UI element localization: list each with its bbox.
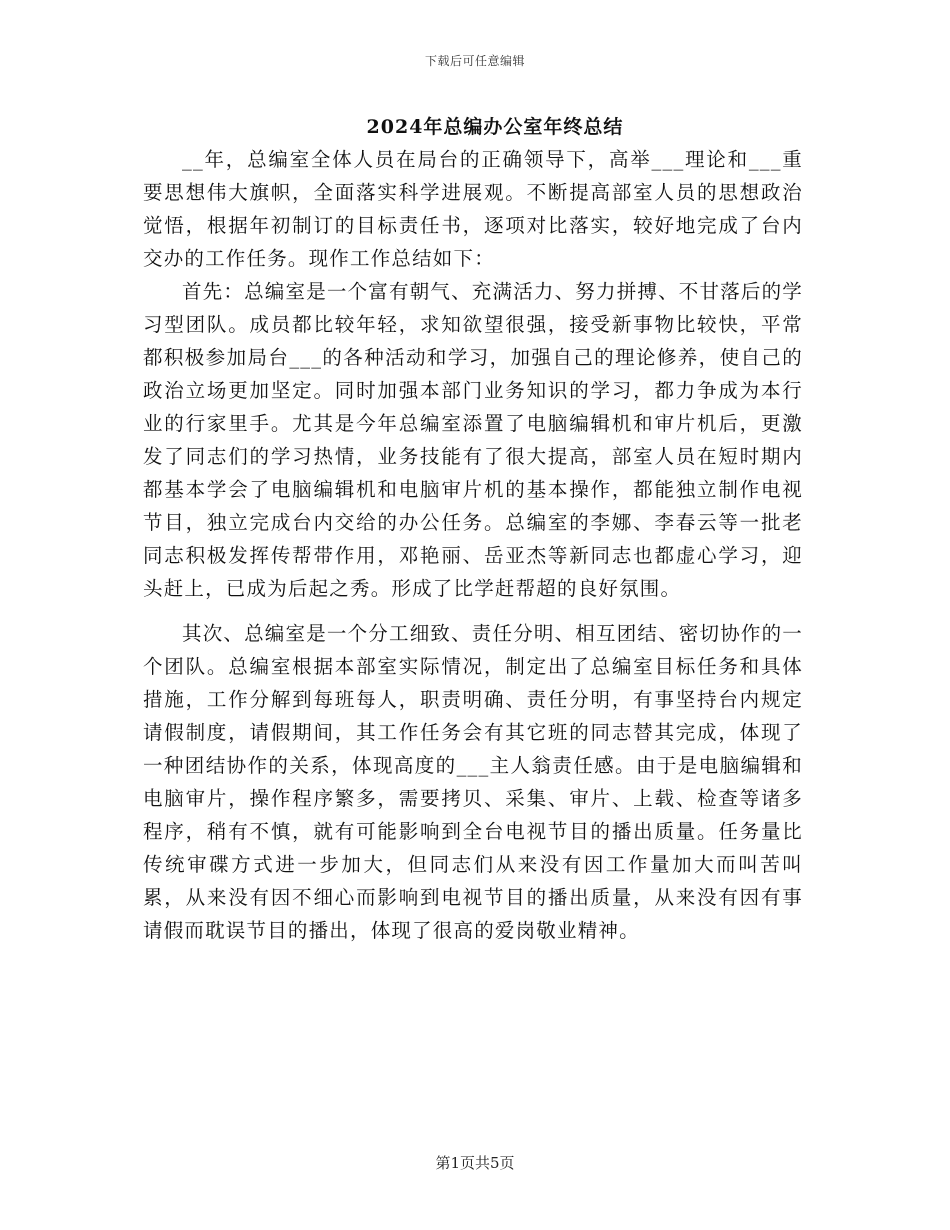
header-note: 下载后可任意编辑 [424,54,525,68]
paragraph-intro: __年，总编室全体人员在局台的正确领导下，高举___理论和___重要思想伟大旗帜，全面落实科学进展观。不断提高部室人员的思想政治觉悟，根据年初制订的目标责任书，逐项对比落实，较好地完成了台内交办的工作任务。现作工作总结如下： [143,148,803,270]
paragraph-second: 其次、总编室是一个分工细致、责任分明、相互团结、密切协作的一个团队。总编室根据本部室实际情况，制定出了总编室目标任务和具体措施，工作分解到每班每人，职责明确、责任分明，有事坚持台内规定请假制度，请假期间，其工作任务会有其它班的同志替其完成，体现了一种团结协作的关系，体现高度的___主人翁责任感。由于是电脑编辑和电脑审片，操作程序繁多，需要拷贝、采集、审片、上载、检查等诸多程序，稍有不慎，就有可能影响到全台电视节目的播出质量。任务量比传统审碟方式进一步加大，但同志们从来没有因工作量加大而叫苦叫累，从来没有因不细心而影响到电视节目的播出质量，从来没有因有事请假而耽误节目的播出，体现了很高的爱岗敬业精神。 [143,622,804,942]
page-number: 第1页共5页 [435,1154,515,1172]
paragraph-first: 首先：总编室是一个富有朝气、充满活力、努力拼搏、不甘落后的学习型团队。成员都比较年轻，求知欲望很强，接受新事物比较快，平常都积极参加局台___的各种活动和学习，加强自己的理论修养，使自己的政治立场更加坚定。同时加强本部门业务知识的学习，都力争成为本行业的行家里手。尤其是今年总编室添置了电脑编辑机和审片机后，更激发了同志们的学习热情，业务技能有了很大提高，部室人员在短时期内都基本学会了电脑编辑机和电脑审片机的基本操作，都能独立制作电视节目，独立完成台内交给的办公任务。总编室的李娜、李春云等一批老同志积极发挥传帮带作用，邓艳丽、岳亚杰等新同志也都虚心学习，迎头赶上，已成为后起之秀。形成了比学赶帮超的良好氛围。 [143,280,804,600]
document-body [143,143,803,947]
document-title: 2024年总编办公室年终总结 [366,116,624,138]
